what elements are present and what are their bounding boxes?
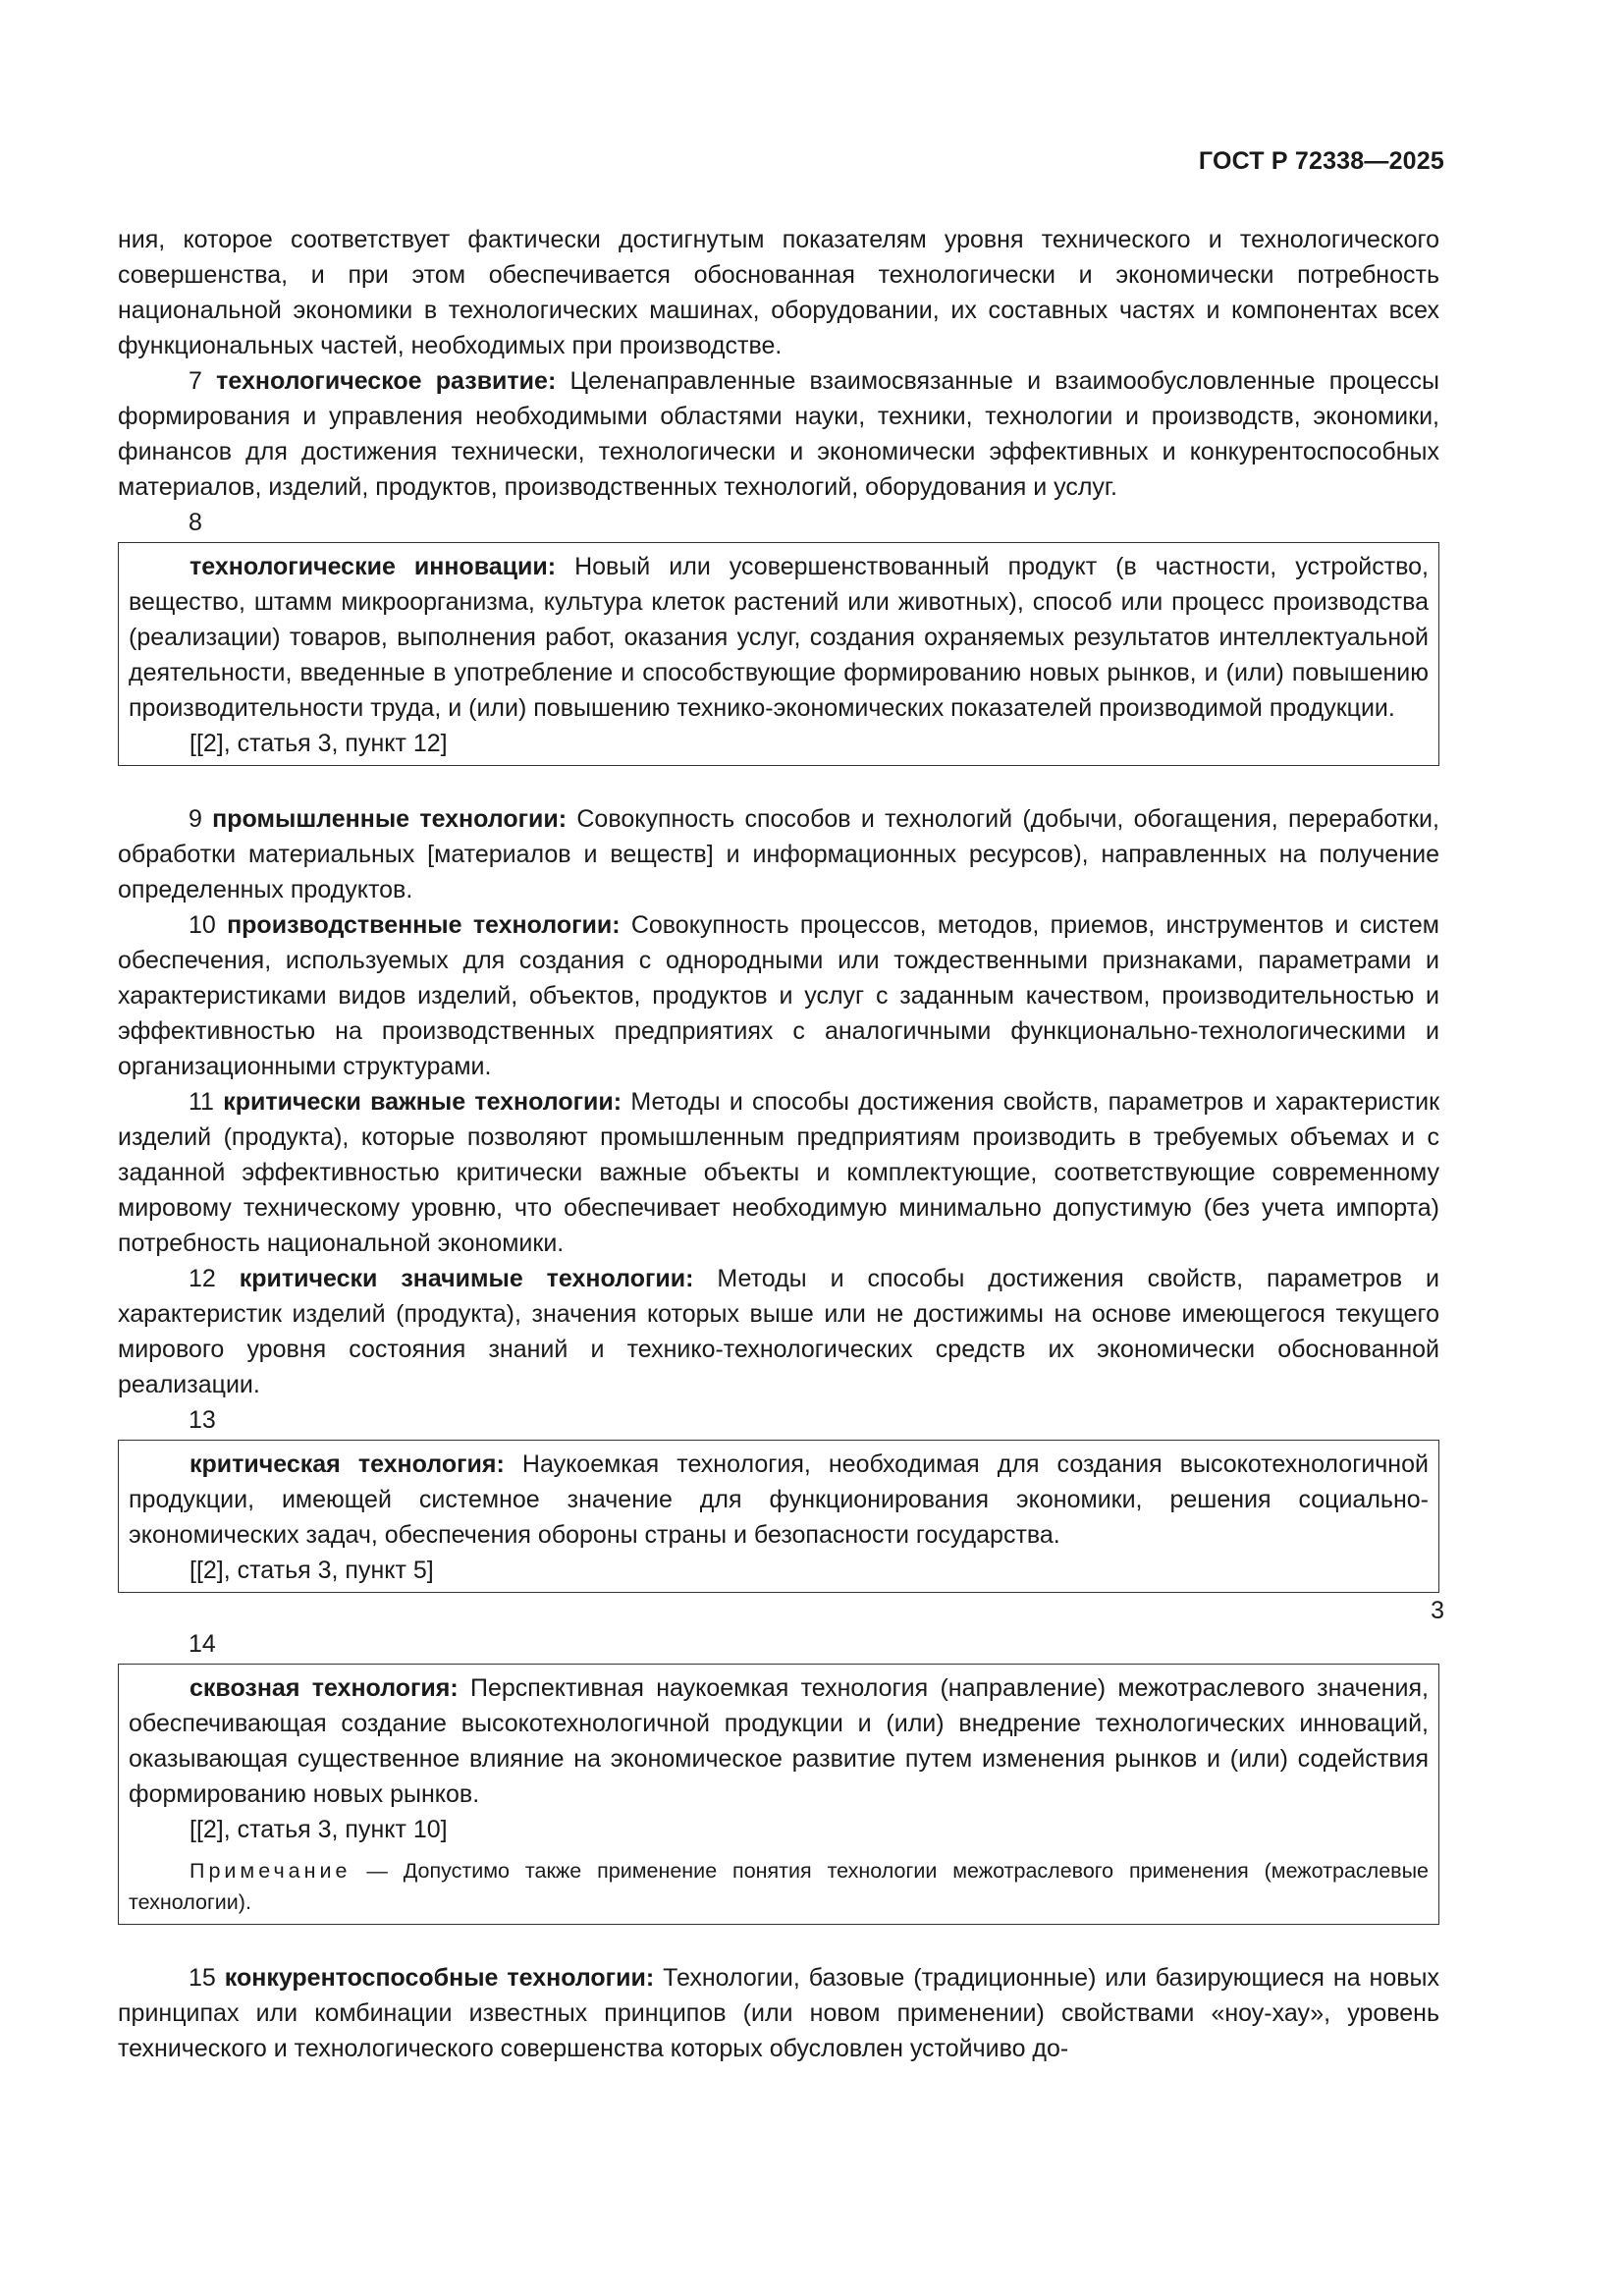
term-14-number: 14	[189, 1630, 216, 1658]
term-number: 11	[189, 1088, 214, 1116]
term-definition: Новый или усовершенствованный продукт (в частности, устройство, вещество, штамм микроорганизма, культура клеток растений или животных), способ или процесс производства (реализации) товаров, выполнения работ, оказания услуг, создания охраняемых результатов интеллектуальной деятельности, введенные в употребление и способствующие формированию новых рынков, и (или) повышению производительности труда, и (или) повышению технико-экономических показателей производимой продукции.	[129, 553, 1429, 722]
term-definition: Технологии, базовые (традиционные) или базирующиеся на новых принципах или комбинации известных принципов (или новом применении) свойствами «ноу-хау», уровень технического и технологического совершенства которых обусловлен устойчиво до-	[118, 1964, 1439, 2062]
term-definition: Совокупность процессов, методов, приемов, инструментов и систем обеспечения, используемых для создания с однородными или тождественными признаками, параметрами и характеристиками видов изделий, объектов, продуктов и услуг с заданным качеством, производительностью и эффективностью на производственных предприятиях с аналогичными функционально-технологическими и организационными структурами.	[118, 911, 1439, 1080]
term-name: сквозная технология:	[189, 1674, 459, 1702]
term-8	[129, 549, 1429, 726]
term-name: конкурентоспособные технологии:	[224, 1964, 655, 1992]
term-14-note	[129, 1855, 1429, 1918]
term-number: 12	[189, 1265, 216, 1292]
intro-paragraph: ния, которое соответствует фактически достигнутым показателям уровня технического и технологического совершенства, и при этом обеспечивается обоснованная технологически и экономически потребность национальной экономики в технологических машинах, оборудовании, их составных частях и компонентах всех функциональных частей, необходимых при производстве.	[118, 226, 1439, 359]
term-9	[118, 801, 1439, 907]
term-7	[118, 363, 1439, 505]
document-id: ГОСТ Р 72338—2025	[1198, 147, 1444, 175]
term-14-reference: [[2], статья 3, пункт 10]	[189, 1816, 448, 1843]
term-14	[129, 1670, 1429, 1812]
term-13-box	[118, 1440, 1439, 1593]
term-13-number: 13	[189, 1406, 216, 1434]
note-label: Примечание	[189, 1859, 352, 1883]
term-definition: Целенаправленные взаимосвязанные и взаимообусловленные процессы формирования и управления необходимыми областями науки, техники, технологии и производств, экономики, финансов для достижения технически, технологически и экономически эффективных и конкурентоспособных материалов, изделий, продуктов, производственных технологий, оборудования и услуг.	[118, 367, 1440, 501]
term-15	[118, 1960, 1439, 2066]
term-8-number: 8	[189, 509, 202, 536]
term-definition: Наукоемкая технология, необходимая для создания высокотехнологичной продукции, имеющей системное значение для функционирования экономики, решения социально-экономических задач, обеспечения обороны страны и безопасности государства.	[129, 1450, 1429, 1549]
term-number: 9	[189, 805, 202, 833]
term-name: технологические инновации:	[189, 553, 557, 580]
term-11	[118, 1084, 1439, 1261]
term-14-box	[118, 1664, 1439, 1925]
term-13	[129, 1447, 1429, 1553]
term-definition: Совокупность способов и технологий (добычи, обогащения, переработки, обработки материальных [материалов и веществ] и информационных ресурсов), направленных на получение определенных продуктов.	[118, 805, 1439, 903]
term-name: технологическое развитие:	[216, 367, 557, 395]
term-10	[118, 907, 1439, 1084]
term-12	[118, 1261, 1439, 1402]
term-number: 10	[189, 911, 216, 939]
term-name: критически важные технологии:	[223, 1088, 622, 1116]
term-definition: Методы и способы достижения свойств, параметров и характеристик изделий (продукта), которые позволяют промышленным предприятиям производить в требуемых объемах и с заданной эффективностью критически важные объекты и комплектующие, соответствующие современному мировому техническому уровню, что обеспечивает необходимую минимально допустимую (без учета импорта) потребность национальной экономики.	[118, 1088, 1440, 1257]
page-content	[118, 222, 1439, 2066]
page-number: 3	[1431, 1597, 1444, 1624]
term-number: 7	[189, 367, 202, 395]
term-8-reference: [[2], статья 3, пункт 12]	[189, 730, 448, 757]
term-name: промышленные технологии:	[212, 805, 568, 833]
term-name: критическая технология:	[189, 1450, 505, 1478]
term-number: 15	[189, 1964, 216, 1992]
term-definition: Методы и способы достижения свойств, параметров и характеристик изделий (продукта), значения которых выше или не достижимы на основе имеющегося текущего мирового уровня состояния знаний и технико-технологических средств их экономически обоснованной реализации.	[118, 1265, 1439, 1398]
term-name: критически значимые технологии:	[239, 1265, 694, 1292]
term-13-reference: [[2], статья 3, пункт 5]	[189, 1557, 434, 1584]
term-definition: Перспективная наукоемкая технология (направление) межотраслевого значения, обеспечивающая создание высокотехнологичной продукции и (или) внедрение технологических инноваций, оказывающая существенное влияние на экономическое развитие путем изменения рынков и (или) содействия формированию новых рынков.	[129, 1674, 1429, 1808]
note-text: — Допустимо также применение понятия технологии межотраслевого применения (межотраслевые технологии).	[129, 1859, 1429, 1914]
term-8-box	[118, 542, 1439, 766]
term-name: производственные технологии:	[227, 911, 621, 939]
